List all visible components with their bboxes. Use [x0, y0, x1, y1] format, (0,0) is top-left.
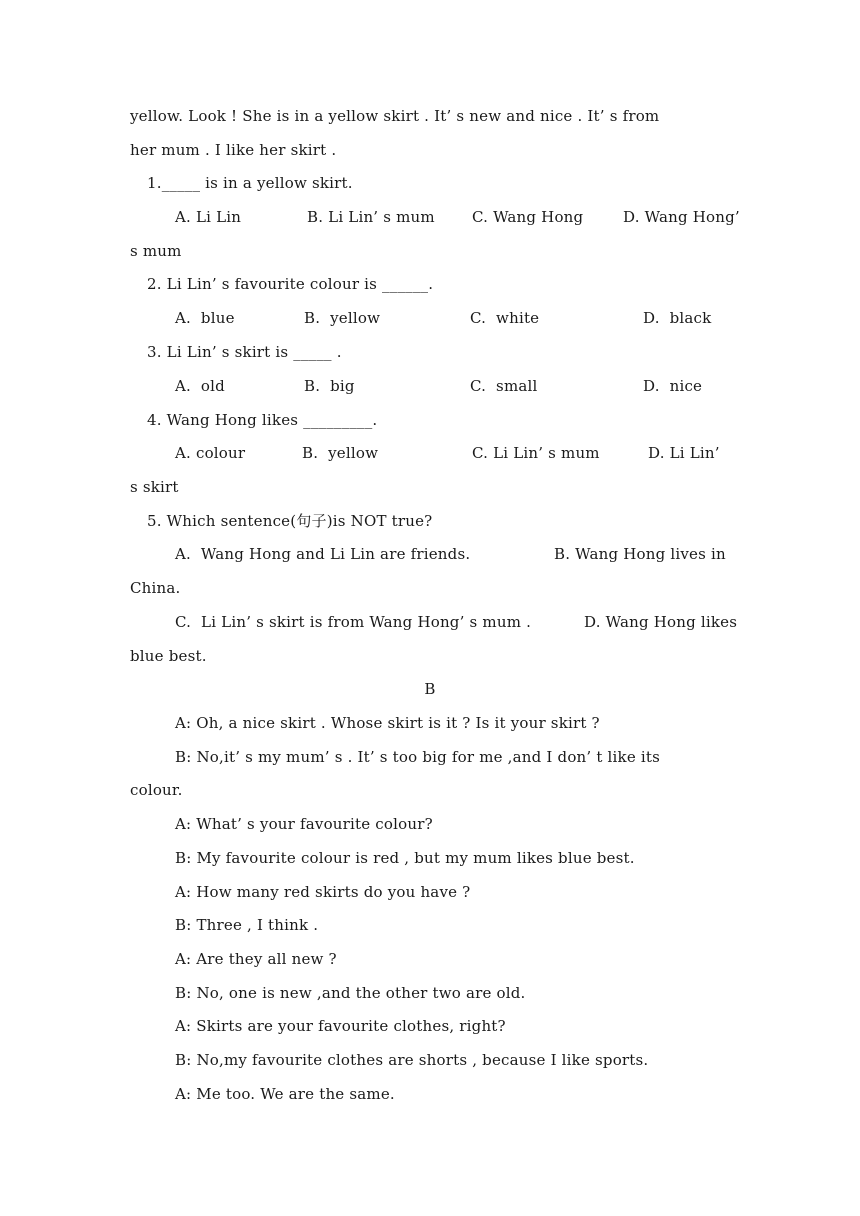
option-c: C. Li Lin’ s mum: [472, 444, 600, 462]
section-heading: B: [424, 680, 436, 698]
option-b: B. yellow: [304, 309, 381, 327]
dialogue-text: B: No, one is new ,and the other two are old.: [175, 984, 526, 1002]
option-a: A. old: [175, 377, 225, 395]
question-5-wrap-1: [0, 576, 860, 600]
dialogue-text: A: Oh, a nice skirt . Whose skirt is it ? Is it your skirt ?: [175, 714, 600, 732]
question-text: 3. Li Lin’ s skirt is _____ .: [147, 343, 342, 361]
dialogue-line: [0, 981, 860, 1005]
question-1-stem: [0, 171, 860, 195]
dialogue-text: B: Three , I think .: [175, 916, 319, 934]
option-b: B. Wang Hong lives in: [554, 545, 726, 563]
question-text: 2. Li Lin’ s favourite colour is ______.: [147, 275, 434, 293]
dialogue-line: [0, 745, 860, 769]
passage-line: [0, 138, 860, 162]
option-c: C. Li Lin’ s skirt is from Wang Hong’ s mum .: [175, 613, 532, 631]
option-a: A. Li Lin: [175, 208, 242, 226]
dialogue-line: [0, 1014, 860, 1038]
option-d: D. Wang Hong likes: [584, 613, 738, 631]
dialogue-text: A: Skirts are your favourite clothes, right?: [175, 1017, 506, 1035]
dialogue-text: A: What’ s your favourite colour?: [175, 815, 433, 833]
dialogue-text: colour.: [130, 781, 183, 799]
question-5-options-cd: [0, 610, 860, 634]
dialogue-line: [0, 812, 860, 836]
option-d: D. black: [643, 309, 712, 327]
question-5-options-ab: [0, 542, 860, 566]
option-b: B. Li Lin’ s mum: [307, 208, 435, 226]
question-text: 5. Which sentence(句子)is NOT true?: [147, 512, 433, 530]
dialogue-text: A: How many red skirts do you have ?: [175, 883, 471, 901]
question-text: 1._____ is in a yellow skirt.: [147, 174, 353, 192]
question-1-wrap: [0, 239, 860, 263]
question-3-options: [0, 374, 860, 398]
question-4-stem: [0, 408, 860, 432]
question-2-options: [0, 306, 860, 330]
dialogue-line: [0, 1048, 860, 1072]
question-5-wrap-2: [0, 644, 860, 668]
option-a: A. colour: [175, 444, 246, 462]
dialogue-text: B: My favourite colour is red , but my mum likes blue best.: [175, 849, 635, 867]
dialogue-line: [0, 1082, 860, 1106]
option-d: D. nice: [643, 377, 703, 395]
option-d: D. Wang Hong’: [623, 208, 740, 226]
option-wrap-text: s skirt: [130, 478, 179, 496]
passage-text: her mum . I like her skirt .: [130, 141, 337, 159]
question-5-stem: [0, 509, 860, 533]
dialogue-text: B: No,it’ s my mum’ s . It’ s too big for me ,and I don’ t like its: [175, 748, 660, 766]
dialogue-line: [0, 913, 860, 937]
dialogue-text: A: Me too. We are the same.: [175, 1085, 395, 1103]
option-wrap-text: China.: [130, 579, 181, 597]
dialogue-line: [0, 880, 860, 904]
option-d: D. Li Lin’: [648, 444, 720, 462]
dialogue-line: [0, 846, 860, 870]
option-a: A. Wang Hong and Li Lin are friends.: [175, 545, 471, 563]
dialogue-line: [0, 778, 860, 802]
dialogue-text: A: Are they all new ?: [175, 950, 337, 968]
option-c: C. Wang Hong: [472, 208, 584, 226]
dialogue-line: [0, 947, 860, 971]
option-c: C. white: [470, 309, 540, 327]
option-b: B. yellow: [302, 444, 379, 462]
option-wrap-text: blue best.: [130, 647, 207, 665]
question-1-options: [0, 205, 860, 229]
passage-line: [0, 104, 860, 128]
option-b: B. big: [304, 377, 355, 395]
question-2-stem: [0, 272, 860, 296]
question-4-options: [0, 441, 860, 465]
option-c: C. small: [470, 377, 538, 395]
option-a: A. blue: [175, 309, 235, 327]
dialogue-text: B: No,my favourite clothes are shorts , because I like sports.: [175, 1051, 649, 1069]
option-wrap-text: s mum: [130, 242, 182, 260]
question-text: 4. Wang Hong likes _________.: [147, 411, 378, 429]
question-3-stem: [0, 340, 860, 364]
passage-text: yellow. Look ! She is in a yellow skirt . It’ s new and nice . It’ s from: [130, 107, 660, 125]
question-4-wrap: [0, 475, 860, 499]
dialogue-line: [0, 711, 860, 735]
